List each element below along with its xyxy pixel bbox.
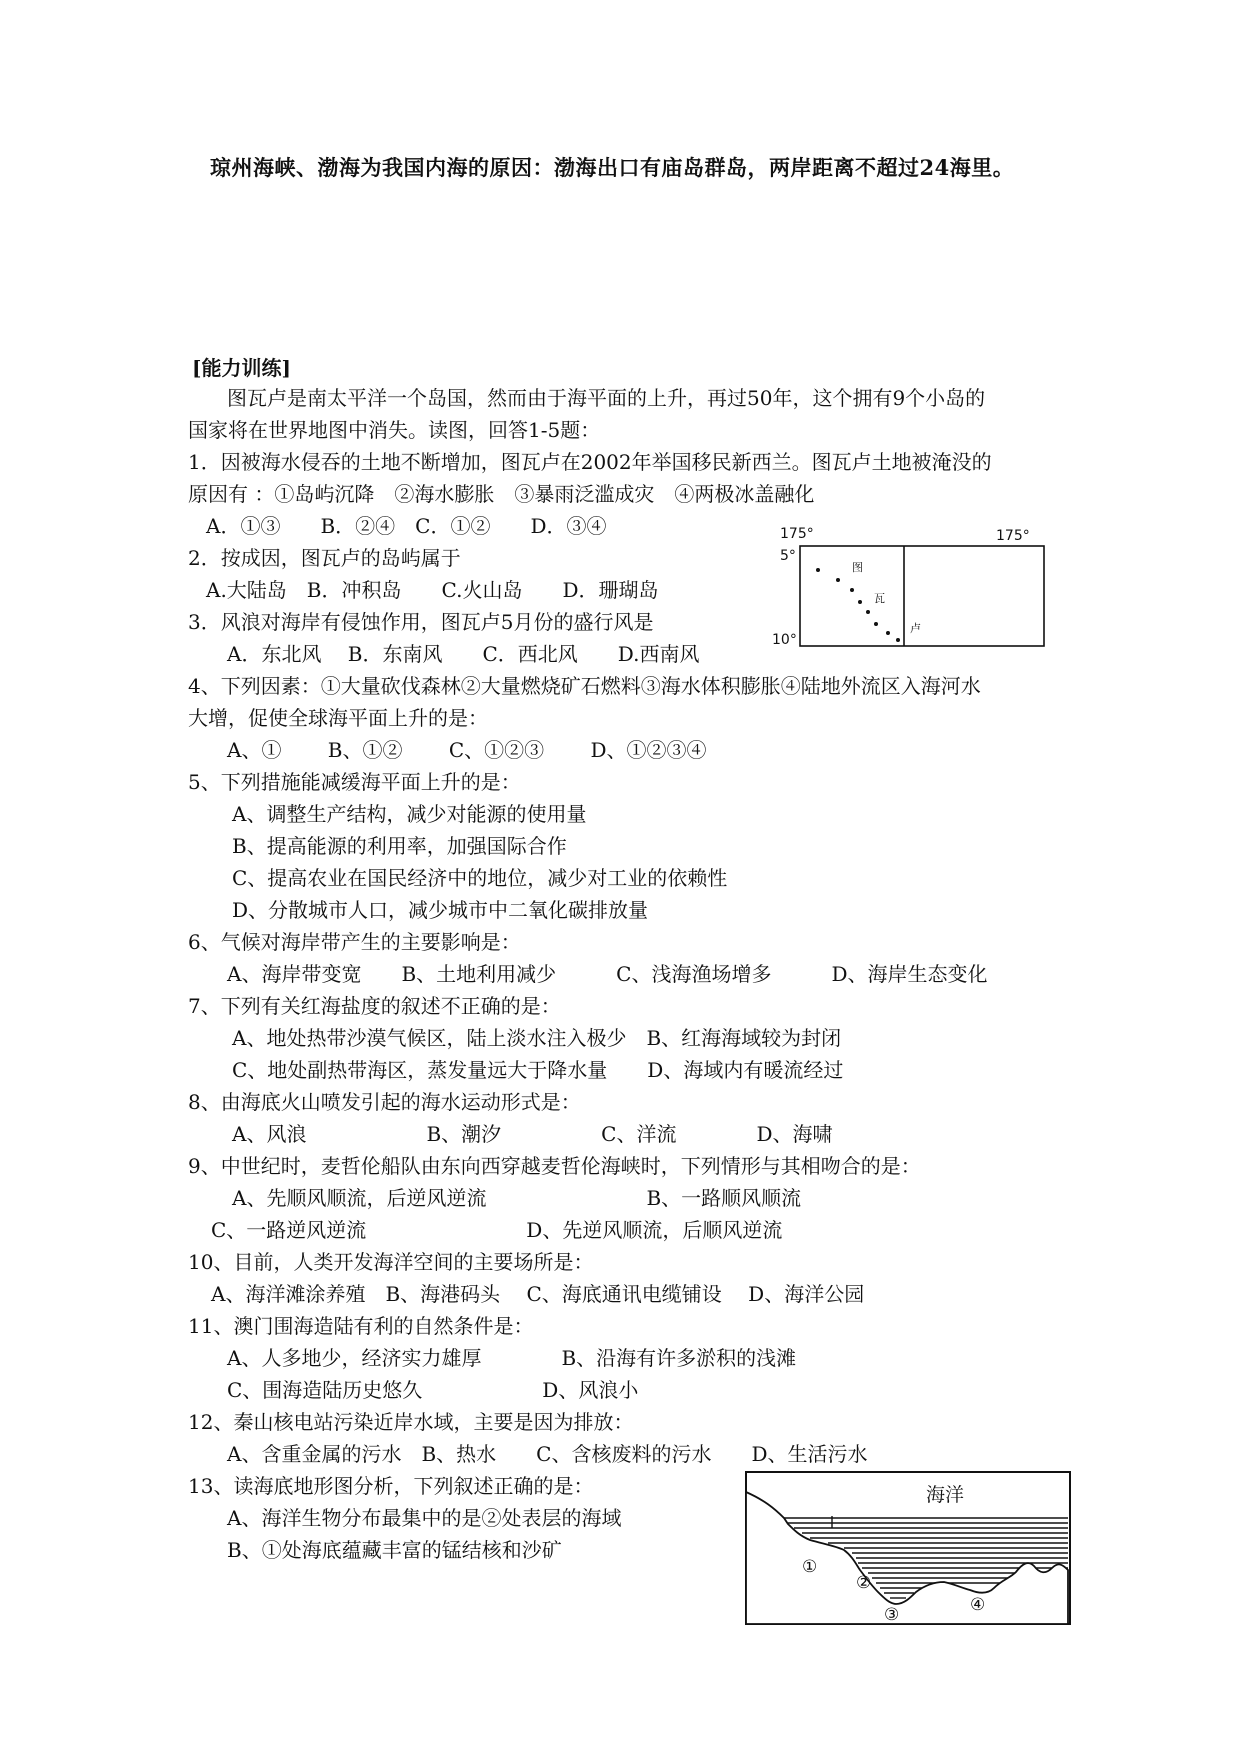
q11-options-2: C、围海造陆历史悠久 D、风浪小	[227, 1378, 639, 1402]
map-lon-left: 175°	[780, 526, 814, 542]
ocean-label: 海洋	[926, 1484, 965, 1506]
tuvalu-map-figure	[764, 520, 1054, 652]
intro-line-1: 图瓦卢是南太平洋一个岛国，然而由于海平面的上升，再过50年，这个拥有9个小岛的	[227, 386, 986, 410]
q5-stem: 5、下列措施能减缓海平面上升的是：	[188, 770, 521, 794]
q9-options-1: A、先顺风顺流，后逆风逆流 B、一路顺风顺流	[232, 1186, 802, 1210]
seabed-terrain-figure	[744, 1470, 1074, 1628]
q7-options-1: A、地处热带沙漠气候区，陆上淡水注入极少 B、红海海域较为封闭	[232, 1026, 842, 1050]
q8-stem: 8、由海底火山喷发引起的海水运动形式是：	[188, 1090, 581, 1114]
marker-2: ②	[856, 1573, 872, 1593]
q1-options: A．①③ B．②④ C．①② D．③④	[206, 514, 607, 538]
q6-options: A、海岸带变宽 B、土地利用减少 C、浅海渔场增多 D、海岸生态变化	[227, 962, 988, 986]
q12-options: A、含重金属的污水 B、热水 C、含核废料的污水 D、生活污水	[227, 1442, 868, 1466]
q1-stem-2: 原因有 ：①岛屿沉降 ②海水膨胀 ③暴雨泛滥成灾 ④两极冰盖融化	[188, 482, 815, 506]
q10-options: A、海洋滩涂养殖 B、海港码头 C、海底通讯电缆铺设 D、海洋公园	[211, 1282, 865, 1306]
map-char-2: 瓦	[874, 592, 885, 605]
island-dot	[886, 631, 890, 635]
map-char-1: 图	[852, 561, 863, 574]
q11-options-1: A、人多地少，经济实力雄厚 B、沿海有许多淤积的浅滩	[227, 1346, 797, 1370]
q5-option-c: C、提高农业在国民经济中的地位，减少对工业的依赖性	[232, 866, 728, 890]
page-heading: 琼州海峡、渤海为我国内海的原因：渤海出口有庙岛群岛，两岸距离不超过24海里。	[210, 155, 1015, 180]
q9-options-2: C、一路逆风逆流 D、先逆风顺流，后顺风逆流	[211, 1218, 783, 1242]
map-frame	[800, 546, 1044, 646]
island-dot	[816, 568, 820, 572]
marker-3: ③	[884, 1605, 900, 1625]
q4-stem-2: 大增，促使全球海平面上升的是：	[188, 706, 488, 730]
q12-stem: 12、秦山核电站污染近岸水域，主要是因为排放：	[188, 1410, 634, 1434]
map-char-3: 卢	[910, 622, 921, 635]
q10-stem: 10、目前，人类开发海洋空间的主要场所是：	[188, 1250, 594, 1274]
marker-4: ④	[970, 1595, 986, 1615]
island-dot	[850, 588, 854, 592]
map-lat-bottom: 10°	[772, 632, 797, 648]
q5-option-b: B、提高能源的利用率，加强国际合作	[232, 834, 567, 858]
map-lat-top: 5°	[780, 548, 796, 564]
q2-stem: 2．按成因，图瓦卢的岛屿属于	[188, 546, 461, 570]
q1-stem-1: 1．因被海水侵吞的土地不断增加，图瓦卢在2002年举国移民新西兰。图瓦卢土地被淹没的	[188, 450, 992, 474]
q8-options: A、风浪 B、潮汐 C、洋流 D、海啸	[232, 1122, 833, 1146]
section-title: [能力训练]	[192, 356, 291, 380]
map-lon-right: 175°	[996, 528, 1030, 544]
island-dot	[874, 622, 878, 626]
q5-option-d: D、分散城市人口，减少城市中二氧化碳排放量	[232, 898, 649, 922]
island-dots	[816, 568, 900, 642]
q7-stem: 7、下列有关红海盐度的叙述不正确的是：	[188, 994, 561, 1018]
intro-line-2: 国家将在世界地图中消失。读图，回答1-5题：	[188, 418, 601, 442]
q9-stem: 9、中世纪时，麦哲伦船队由东向西穿越麦哲伦海峡时，下列情形与其相吻合的是：	[188, 1154, 921, 1178]
island-dot	[858, 600, 862, 604]
q5-option-a: A、调整生产结构，减少对能源的使用量	[232, 802, 587, 826]
q6-stem: 6、气候对海岸带产生的主要影响是：	[188, 930, 521, 954]
q2-options: A.大陆岛 B．冲积岛 C.火山岛 D．珊瑚岛	[206, 578, 659, 602]
island-dot	[866, 610, 870, 614]
q7-options-2: C、地处副热带海区，蒸发量远大于降水量 D、海域内有暖流经过	[232, 1058, 844, 1082]
q4-options: A、① B、①② C、①②③ D、①②③④	[227, 738, 707, 762]
q11-stem: 11、澳门围海造陆有利的自然条件是：	[188, 1314, 534, 1338]
q13-option-b: B、①处海底蕴藏丰富的锰结核和沙矿	[227, 1538, 562, 1562]
q13-option-a: A、海洋生物分布最集中的是②处表层的海域	[227, 1506, 622, 1530]
marker-1: ①	[802, 1557, 818, 1577]
q13-stem: 13、读海底地形图分析，下列叙述正确的是：	[188, 1474, 594, 1498]
island-dot	[896, 638, 900, 642]
island-dot	[836, 578, 840, 582]
q4-stem-1: 4、下列因素：①大量砍伐森林②大量燃烧矿石燃料③海水体积膨胀④陆地外流区入海河水	[188, 674, 981, 698]
q3-stem: 3．风浪对海岸有侵蚀作用，图瓦卢5月份的盛行风是	[188, 610, 654, 634]
q3-options: A．东北风 B．东南风 C．西北风 D.西南风	[227, 642, 700, 666]
